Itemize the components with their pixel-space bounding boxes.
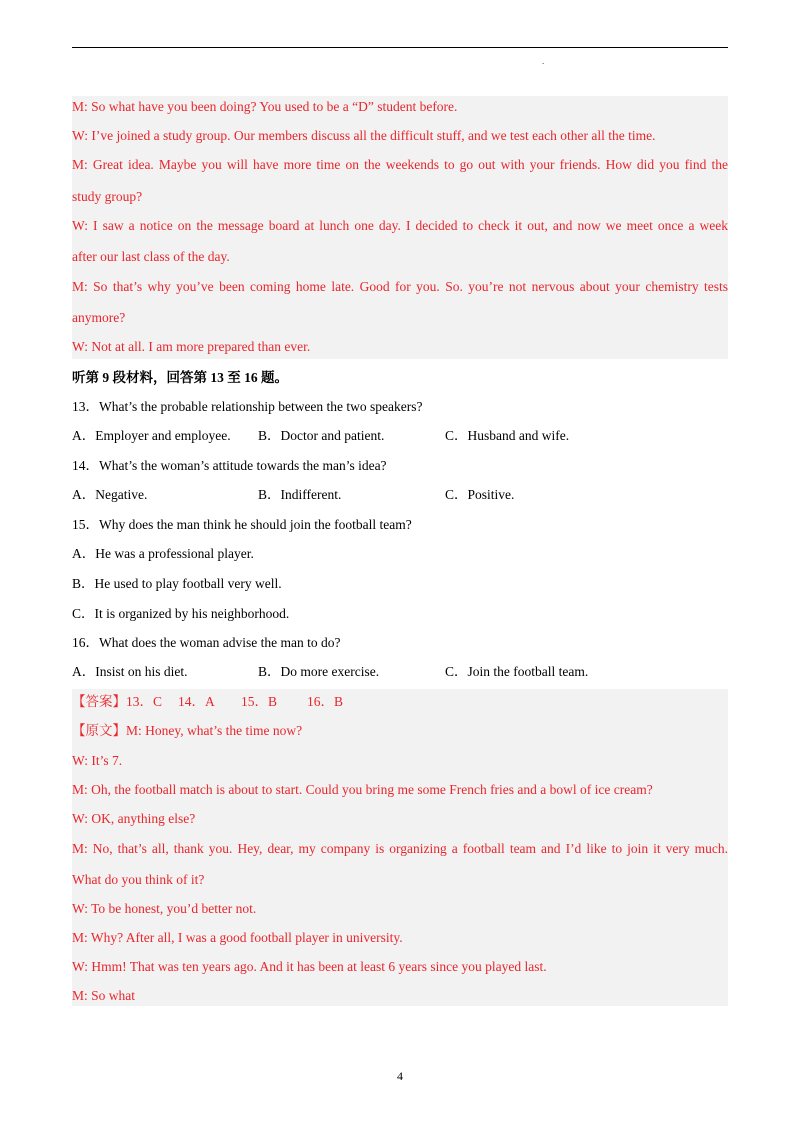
dialog1-line: W: I’ve joined a study group. Our members discuss all the difficult stuff, and we test each other all the time.: [72, 128, 656, 143]
option-a: A．He was a professional player.: [72, 546, 254, 561]
dialog1-line: M: So that’s why you’ve been coming home late. Good for you. So. you’re not nervous about your chemistry tests: [72, 279, 728, 294]
dialog1-line: study group?: [72, 189, 143, 204]
answer-item: 15．B: [241, 694, 278, 709]
dialog1-line: after our last class of the day.: [72, 249, 230, 264]
answer-item: 13．C: [126, 694, 163, 709]
option-a: A．Employer and employee.: [72, 428, 231, 443]
section-heading: 听第 9 段材料，回答第 13 至 16 题。: [72, 370, 288, 385]
dialog1-line: M: So what have you been doing? You used to be a “D” student before.: [72, 99, 458, 114]
question-stem: 13．What’s the probable relationship between the two speakers?: [72, 399, 423, 414]
answer-item: 16．B: [307, 694, 344, 709]
option-a: A．Negative.: [72, 487, 148, 502]
answer-line: [72, 693, 343, 711]
transcript-line: M: Why? After all, I was a good football player in university.: [72, 930, 403, 945]
option-c: C．It is organized by his neighborhood.: [72, 606, 290, 621]
transcript-line: W: To be honest, you’d better not.: [72, 901, 257, 916]
header-dot: .: [542, 56, 545, 66]
answer-label: 【答案】: [72, 694, 126, 709]
dialog1-line: anymore?: [72, 310, 126, 325]
dialog1-line: W: Not at all. I am more prepared than ever.: [72, 339, 311, 354]
option-b: B．Do more exercise.: [258, 664, 380, 679]
transcript-line: M: So what: [72, 988, 136, 1003]
transcript-first-line: [72, 722, 302, 740]
dialog1-line: M: Great idea. Maybe you will have more time on the weekends to go out with your friends. How did you find the: [72, 157, 728, 172]
transcript-line: W: Hmm! That was ten years ago. And it has been at least 6 years since you played last.: [72, 959, 547, 974]
header-rule: [72, 47, 728, 48]
option-b: B．Indifferent.: [258, 487, 342, 502]
option-b: B．Doctor and patient.: [258, 428, 385, 443]
option-c: C．Positive.: [445, 487, 515, 502]
option-c: C．Husband and wife.: [445, 428, 570, 443]
option-b: B．He used to play football very well.: [72, 576, 282, 591]
transcript-line: M: Honey, what’s the time now?: [126, 723, 303, 738]
transcript-line: W: OK, anything else?: [72, 811, 196, 826]
page-number: 4: [397, 1069, 403, 1083]
dialog1-line: W: I saw a notice on the message board at lunch one day. I decided to check it out, and now we meet once a week: [72, 218, 728, 233]
transcript-label: 【原文】: [72, 723, 126, 738]
transcript-line: M: No, that’s all, thank you. Hey, dear, my company is organizing a football team and I’d like to join it very much.: [72, 841, 728, 856]
option-c: C．Join the football team.: [445, 664, 589, 679]
transcript-line: W: It’s 7.: [72, 753, 123, 768]
option-a: A．Insist on his diet.: [72, 664, 188, 679]
question-stem: 15．Why does the man think he should join the football team?: [72, 517, 412, 532]
transcript-line: What do you think of it?: [72, 872, 205, 887]
answer-item: 14．A: [178, 694, 215, 709]
question-stem: 14．What’s the woman’s attitude towards the man’s idea?: [72, 458, 387, 473]
transcript-line: M: Oh, the football match is about to start. Could you bring me some French fries and a bowl of ice cream?: [72, 782, 653, 797]
question-stem: 16．What does the woman advise the man to do?: [72, 635, 341, 650]
